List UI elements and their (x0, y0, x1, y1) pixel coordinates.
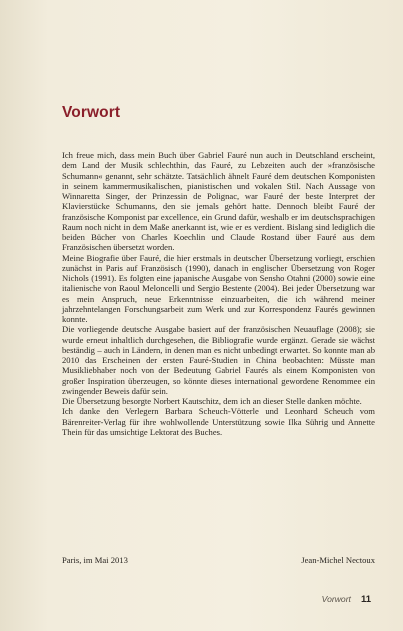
running-head: Vorwort (321, 594, 351, 604)
signature-line (62, 555, 375, 565)
place-date: Paris, im Mai 2013 (62, 555, 128, 565)
paragraph: Die vorliegende deutsche Ausgabe basiert auf der französischen Neuauflage (2008); sie wurde erneut inhaltlich durchgesehen, die Bibliografie wurde ergänzt. Gerade sie wächst beständig – auch in Ländern, in denen man es nicht unbedingt erwartet. So konnte man ab 2010 das Erscheinen der ersten Fauré-Studien in China beobachten: Müsste man Musikliebhaber noch von der Bedeutung Gabriel Faurés als einem Komponisten von großer Inspiration überzeugen, so könnte dieses international gewordene Renommee ein zwingender Beweis dafür sein. (62, 324, 375, 396)
page-footer (322, 594, 371, 605)
paragraph: Meine Biografie über Fauré, die hier erstmals in deutscher Übersetzung vorliegt, erschien zunächst in Paris auf Französisch (1990), danach in englischer Übersetzung von Roger Nichols (1991). Es folgten eine japanische Ausgabe von Sensho Otahni (2000) sowie eine italienische von Raoul Meloncelli und Sergio Bestente (2004). Bei jeder Übersetzung war es mein Anspruch, neue Erkenntnisse einzuarbeiten, die ich während meiner jahrzehntelangen Forschungsarbeit zum Werk und zur Korrespondenz Faurés gewinnen konnte. (62, 252, 375, 324)
body-text (62, 150, 375, 437)
page-number: 11 (360, 594, 371, 605)
paragraph: Ich danke den Verlegern Barbara Scheuch-Vötterle und Leonhard Scheuch vom Bärenreiter-Verlag für ihre wohlwollende Unterstützung sowie Ilka Sührig und Annette Thein für das umsichtige Lektorat des Buches. (62, 406, 375, 437)
paragraph: Ich freue mich, dass mein Buch über Gabriel Fauré nun auch in Deutschland erscheint, dem Land der Musik schlechthin, das Fauré, zu Lebzeiten auch der »französische Schumann« genannt, sehr schätzte. Tatsächlich ähnelt Fauré dem deutschen Komponisten in seinem kammermusikalischen, pianistischen und vokalen Stil. Nach Aussage von Winnaretta Singer, der Prinzessin de Polignac, war Fauré der beste Interpret der Klavierstücke Schumanns, den sie jemals gehört hatte. Dennoch bleibt Fauré der französische Komponist par excellence, ein Grund dafür, weshalb er im deutschsprachigen Raum noch nicht in dem Maße anerkannt ist, wie er es verdient. Bislang sind lediglich die beiden Bücher von Charles Koechlin und Claude Rostand über Fauré aus dem Französischen übersetzt worden. (62, 150, 375, 253)
paragraph: Die Übersetzung besorgte Norbert Kautschitz, dem ich an dieser Stelle danken möchte. (62, 396, 362, 406)
author-name: Jean-Michel Nectoux (301, 555, 375, 565)
chapter-heading: Vorwort (62, 104, 121, 121)
